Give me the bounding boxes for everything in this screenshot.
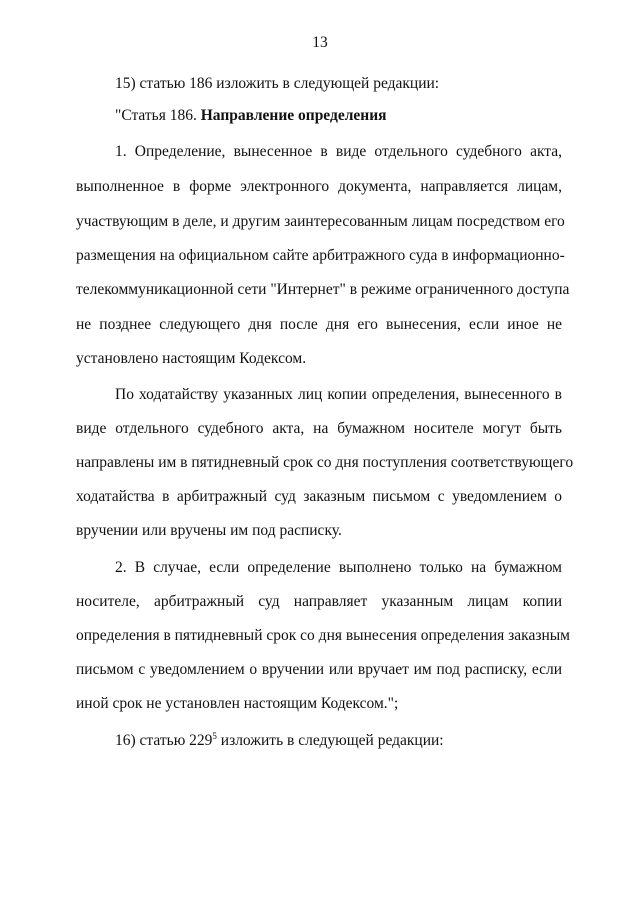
para1-line-1: 1. Определение, вынесенное в виде отдельного судебного акта, xyxy=(115,143,562,160)
para1-line-2: выполненное в форме электронного документа, направляется лицам, xyxy=(76,178,562,195)
para1-line-5: телекоммуникационной сети "Интернет" в режиме ограниченного доступа xyxy=(76,281,570,298)
para3-line-3: определения в пятидневный срок со дня вынесения определения заказным xyxy=(76,627,570,644)
para2-line-5: вручении или вручены им под расписку. xyxy=(76,522,342,539)
para2-line-4: ходатайства в арбитражный суд заказным письмом с уведомлением о xyxy=(76,488,562,505)
para1-line-4: размещения на официальном сайте арбитражного суда в информационно- xyxy=(76,247,565,264)
para1-line-7: установлено настоящим Кодексом. xyxy=(76,350,307,367)
item-16 xyxy=(115,732,444,750)
article-heading-title: Направление определения xyxy=(200,107,387,124)
item-16-before: 16) статью 229 xyxy=(115,732,213,749)
article-heading-prefix: "Статья 186. xyxy=(115,107,201,124)
para2-line-2: виде отдельного судебного акта, на бумажном носителе могут быть xyxy=(76,420,562,437)
item-16-superscript: 5 xyxy=(212,731,217,741)
page-number: 13 xyxy=(312,34,328,51)
item-15: 15) статью 186 изложить в следующей редакции: xyxy=(115,75,440,92)
para3-line-5: иной срок не установлен настоящим Кодексом."; xyxy=(76,695,399,712)
para2-line-1: По ходатайству указанных лиц копии определения, вынесенного в xyxy=(115,386,562,403)
item-16-after: изложить в следующей редакции: xyxy=(216,732,444,749)
para3-line-2: носителе, арбитражный суд направляет указанным лицам копии xyxy=(76,593,562,610)
para1-line-6: не позднее следующего дня после дня его вынесения, если иное не xyxy=(76,316,562,333)
article-heading xyxy=(115,107,387,125)
para2-line-3: направлены им в пятидневный срок со дня поступления соответствующего xyxy=(76,454,574,471)
para1-line-3: участвующим в деле, и другим заинтересованным лицам посредством его xyxy=(76,213,565,230)
para3-line-4: письмом с уведомлением о вручении или вручает им под расписку, если xyxy=(76,661,562,678)
para3-line-1: 2. В случае, если определение выполнено только на бумажном xyxy=(115,559,562,576)
